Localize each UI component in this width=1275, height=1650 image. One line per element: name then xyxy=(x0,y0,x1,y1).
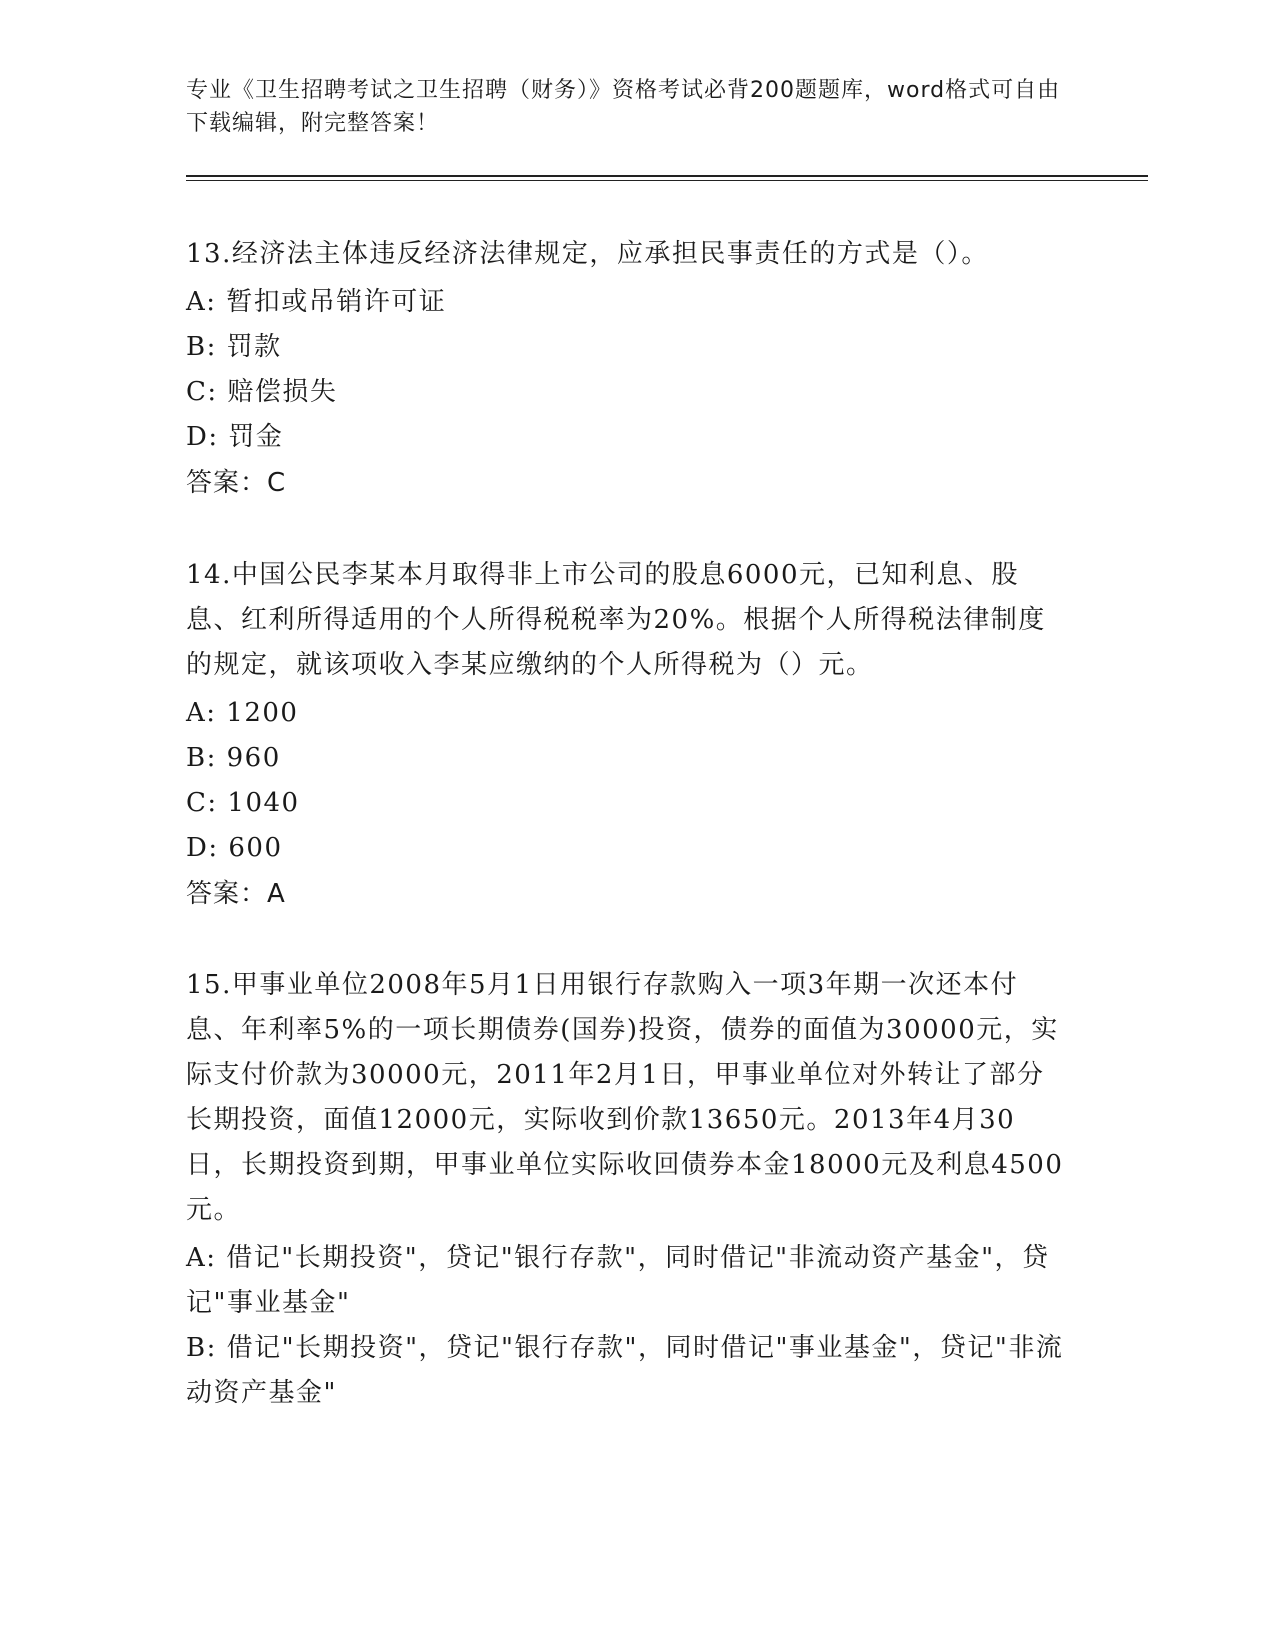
header-divider xyxy=(186,175,1148,177)
question-14 xyxy=(186,553,1066,917)
question-stem: 14.中国公民李某本月取得非上市公司的股息6000元，已知利息、股息、红利所得适用的个人所得税税率为20%。根据个人所得税法律制度的规定，就该项收入李某应缴纳的个人所得税为（）元。 xyxy=(186,560,1046,680)
option-d: D: 罚金 xyxy=(186,422,284,452)
answer-label: 答案：A xyxy=(186,879,286,909)
question-stem: 13.经济法主体违反经济法律规定，应承担民事责任的方式是（）。 xyxy=(186,239,989,269)
option-d: D: 600 xyxy=(186,833,283,863)
question-13 xyxy=(186,232,1066,506)
question-15 xyxy=(186,963,1066,1416)
option-b: B: 960 xyxy=(186,743,281,773)
option-a: A: 借记"长期投资"，贷记"银行存款"，同时借记"非流动资产基金"，贷记"事业基金" xyxy=(186,1243,1050,1318)
option-c: C: 赔偿损失 xyxy=(186,377,338,407)
answer-label: 答案：C xyxy=(186,468,287,498)
option-c: C: 1040 xyxy=(186,788,300,818)
document-header: 专业《卫生招聘考试之卫生招聘（财务）》资格考试必背200题题库，word格式可自由下载编辑，附完整答案！ xyxy=(186,78,1061,136)
question-stem: 15.甲事业单位2008年5月1日用银行存款购入一项3年期一次还本付息、年利率5%的一项长期债券(国券)投资，债券的面值为30000元，实际支付价款为30000元，2011年2月1日，甲事业单位对外转让了部分长期投资，面值12000元，实际收到价款13650元。2013年4月30日，长期投资到期，甲事业单位实际收回债券本金18000元及利息4500元。 xyxy=(186,970,1064,1225)
option-b: B: 借记"长期投资"，贷记"银行存款"，同时借记"事业基金"，贷记"非流动资产基金" xyxy=(186,1333,1064,1408)
option-a: A: 暂扣或吊销许可证 xyxy=(186,287,447,317)
option-b: B: 罚款 xyxy=(186,332,282,362)
option-a: A: 1200 xyxy=(186,698,299,728)
header-divider-thin xyxy=(186,180,1148,181)
